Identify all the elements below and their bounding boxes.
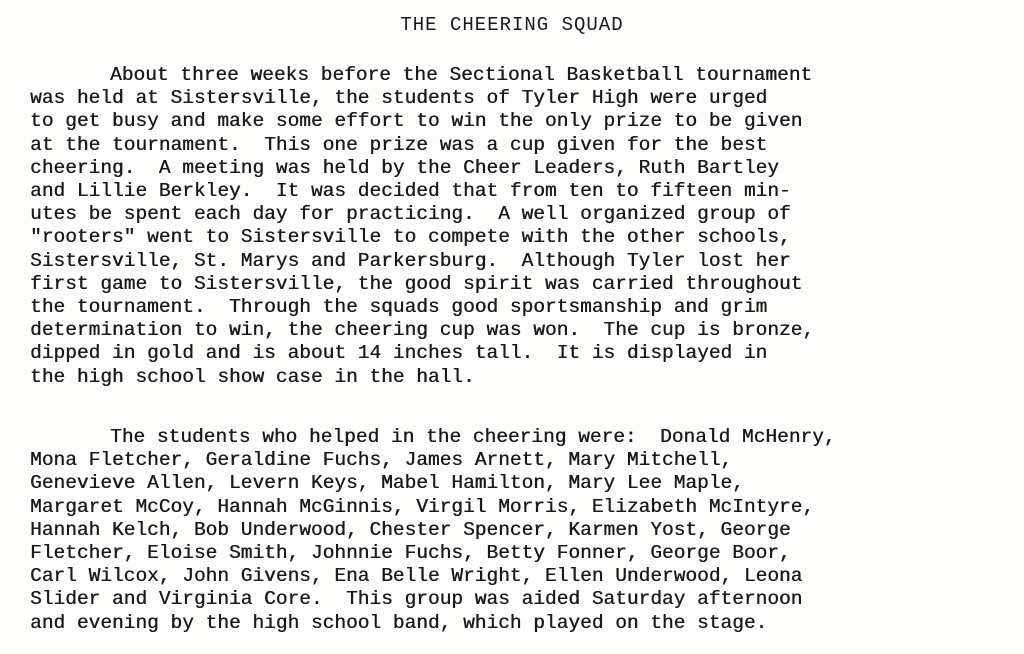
text-line: Mona Fletcher, Geraldine Fuchs, James Arnett, Mary Mitchell, bbox=[30, 449, 733, 472]
text-line: Sistersville, St. Marys and Parkersburg. Although Tyler lost her bbox=[30, 249, 791, 272]
text-line: dipped in gold and is about 14 inches tall. It is displayed in bbox=[30, 342, 768, 365]
paragraph-cheering-cup bbox=[30, 64, 1005, 389]
text-line: Margaret McCoy, Hannah McGinnis, Virgil Morris, Elizabeth McIntyre, bbox=[30, 495, 815, 518]
text-line: Hannah Kelch, Bob Underwood, Chester Spencer, Karmen Yost, George bbox=[30, 518, 791, 541]
text-line: at the tournament. This one prize was a cup given for the best bbox=[30, 133, 768, 156]
text-line: to get busy and make some effort to win the only prize to be given bbox=[30, 110, 803, 133]
text-line: was held at Sistersville, the students of Tyler High were urged bbox=[30, 87, 768, 110]
text-line: first game to Sistersville, the good spirit was carried throughout bbox=[30, 272, 803, 295]
text-line: Carl Wilcox, John Givens, Ena Belle Wright, Ellen Underwood, Leona bbox=[30, 565, 803, 588]
text-line: determination to win, the cheering cup was won. The cup is bronze, bbox=[30, 319, 815, 342]
text-line: utes be spent each day for practicing. A well organized group of bbox=[30, 203, 791, 226]
text-line: About three weeks before the Sectional Basketball tournament bbox=[110, 64, 813, 86]
text-line: The students who helped in the cheering were: Donald McHenry, bbox=[110, 426, 836, 448]
text-line: the high school show case in the hall. bbox=[30, 365, 475, 388]
text-line: and Lillie Berkley. It was decided that from ten to fifteen min- bbox=[30, 180, 791, 203]
text-line: Fletcher, Eloise Smith, Johnnie Fuchs, Betty Fonner, George Boor, bbox=[30, 542, 791, 565]
text-line: Slider and Virginia Core. This group was aided Saturday afternoon bbox=[30, 588, 803, 611]
text-line: the tournament. Through the squads good sportsmanship and grim bbox=[30, 296, 768, 319]
document-title: THE CHEERING SQUAD bbox=[400, 14, 624, 36]
text-line: Genevieve Allen, Levern Keys, Mabel Hamilton, Mary Lee Maple, bbox=[30, 472, 744, 495]
paragraph-student-list bbox=[30, 426, 1005, 635]
text-line: and evening by the high school band, which played on the stage. bbox=[30, 611, 768, 634]
text-line: cheering. A meeting was held by the Cheer Leaders, Ruth Bartley bbox=[30, 156, 779, 179]
text-line: "rooters" went to Sistersville to compete with the other schools, bbox=[30, 226, 791, 249]
